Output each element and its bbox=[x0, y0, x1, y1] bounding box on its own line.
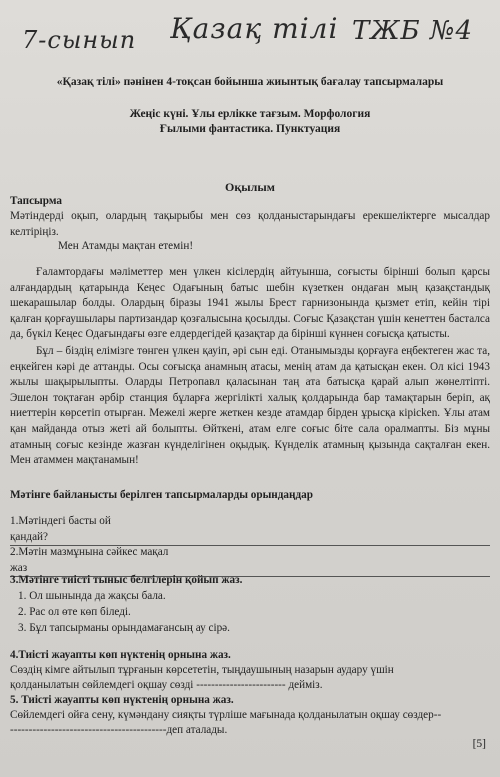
document-subtitle-2: Ғылыми фантастика. Пунктуация bbox=[159, 123, 341, 135]
handwritten-subject: Қазақ тілі bbox=[170, 12, 339, 45]
question-3-item-1: 1. Ол шынында да жақсы бала. bbox=[18, 590, 166, 602]
question-1-answer-line[interactable] bbox=[10, 530, 490, 547]
tasks-heading: Мәтінге байланысты берілген тапсырмаларды орындаңдар bbox=[10, 489, 313, 501]
text-paragraph-1: Ғаламтордағы мәліметтер мен үлкен кісілердің айтуынша, соғысты бірінші болып қарсы алғандардың қатарында Кеңес Одағының батыс шебін күзеткен ондаған мың қазақстандық шекарашылар болды. Олардың біразы 1941 жылы Брест гарнизонында қызмет етіп, кейін тірі қалған қорғаушылары партизандар қозғалысына қосылды. Соғыс Қазақстан үшін кенеттен басталса да, бүкіл Кеңес Одағындағы өзге елдердегідей қазақтар да бірінші күннен соғысқа қатысты. bbox=[10, 266, 490, 341]
task-instruction: Мәтіндерді оқып, олардың тақырыбы мен сөз қолданыстарындағы ерекшеліктерге мысалдар келтіріңіз. bbox=[10, 210, 490, 238]
question-4-heading: 4.Тиісті жауапты көп нүктенің орнына жаз. bbox=[10, 649, 231, 661]
question-5-text-2b: деп аталады. bbox=[166, 724, 228, 736]
score-badge: [5] bbox=[472, 738, 486, 750]
question-3-item-2: 2. Рас ол өте көп біледі. bbox=[18, 606, 131, 618]
section-title-reading: Оқылым bbox=[225, 180, 275, 194]
question-4-text-1: Сөздің кімге айтылып тұрғанын көрсететін, тыңдаушының назарын аудару үшін bbox=[10, 664, 394, 676]
question-1 bbox=[10, 514, 490, 546]
question-5-blank[interactable]: ------------------------------------------ bbox=[10, 724, 167, 736]
text-title: Мен Атамды мақтан етемін! bbox=[58, 240, 194, 252]
question-5-text-1: Сөйлемдегі ойға сену, күмәндану сияқты түрліше мағынада қолданылатын оқшау сөздер-- bbox=[10, 709, 442, 721]
question-1-line2: қандай? bbox=[10, 530, 48, 543]
question-4-blank[interactable]: ------------------------ bbox=[196, 679, 286, 691]
question-5-heading: 5. Тиісті жауапты көп нүктенің орнына жаз. bbox=[10, 694, 234, 706]
question-4-text-2b: дейміз. bbox=[288, 679, 323, 691]
question-2-line2: жаз bbox=[10, 561, 28, 574]
question-4-text-2 bbox=[10, 678, 490, 694]
handwritten-grade: 7-сынып bbox=[22, 26, 137, 54]
handwritten-code: ТЖБ №4 bbox=[352, 16, 474, 46]
task-label: Тапсырма bbox=[10, 195, 62, 207]
question-3-heading: 3.Мәтінге тиісті тыныс белгілерін қойып жаз. bbox=[10, 574, 243, 586]
question-1-line1: 1.Мәтіндегі басты ой bbox=[10, 515, 111, 527]
question-4-text-2a: қолданылатын сөйлемдегі оқшау сөзді bbox=[10, 679, 194, 691]
document-subtitle-1: Жеңіс күні. Ұлы ерлікке тағзым. Морфология bbox=[129, 108, 371, 120]
document-title: «Қазақ тілі» пәнінен 4-тоқсан бойынша жиынтық бағалау тапсырмалары bbox=[56, 76, 444, 88]
question-2-line1: 2.Мәтін мазмұнына сәйкес мақал bbox=[10, 546, 169, 558]
question-3-item-3: 3. Бұл тапсырманы орындамағансың ау сірә. bbox=[18, 622, 230, 634]
text-paragraph-2: Бұл – біздің елімізге төнген үлкен қауіп, әрі сын еді. Отанымызды қорғауға еңбектеген жас та, еңкейген кәрі де аттанды. Осы соғысқа анамның атасы, менің атам да қатысқан екен. Ол кісі 1943 жылы шақырылыпты. Оларды Петропавл қаласынан таң ата батысқа қарай алып жөнелтіпті. Эшелон тоқтаған әрбір станция бұларға жергілікті халық қолдарында бар тамақтарын беріп, ақ ниеттерін көрсетіп отырған. Межелі жерге жеткен кезде атамдар бірден ұрысқа кірісken. Ұлы атам қан майданда отыз жеті ай болыпты. Өйткені, атам елге соғыс біте сала оралмапты. Біз мұны атамның соғыс кезінде жазған күнделігінен оқыдық. Күнделік атамның қызында сақталған екен. Мен атаммен мақтанамын! bbox=[10, 345, 490, 467]
question-5-text-2 bbox=[10, 723, 490, 739]
